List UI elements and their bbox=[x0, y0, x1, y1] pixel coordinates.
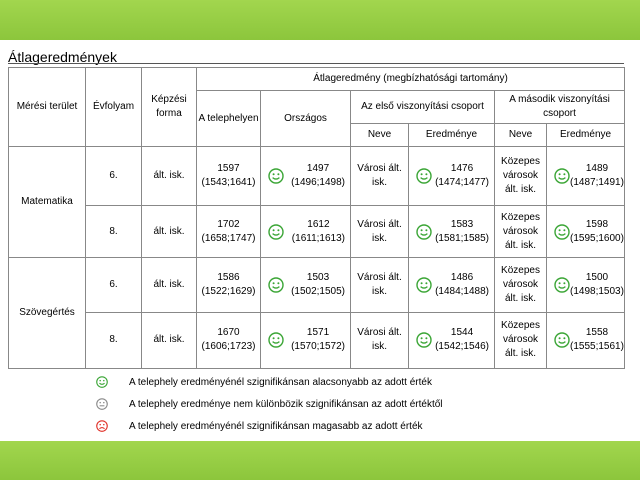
bottom-green-band bbox=[0, 441, 640, 480]
national-value: 1503 bbox=[306, 271, 330, 283]
group2-result-cell bbox=[547, 147, 625, 206]
header-a-telephelyen: A telephelyen bbox=[197, 90, 261, 146]
form-cell: ált. isk. bbox=[142, 258, 197, 312]
legend-text: A telephely eredményénél szignifikánsan magasabb az adott érték bbox=[129, 420, 423, 432]
table-row bbox=[9, 205, 625, 257]
group2-result-cell bbox=[547, 312, 625, 368]
form-cell: ált. isk. bbox=[142, 147, 197, 206]
group2-name-cell: Közepes városok ált. isk. bbox=[495, 258, 547, 312]
site-result-cell bbox=[197, 205, 261, 257]
group1-name-cell: Városi ált. isk. bbox=[351, 258, 409, 312]
header-atlageredmeny: Átlageredmény (megbízhatósági tartomány) bbox=[197, 68, 625, 91]
national-result-cell bbox=[261, 312, 351, 368]
group1-name-cell: Városi ált. isk. bbox=[351, 147, 409, 206]
group2-name-cell: Közepes városok ált. isk. bbox=[495, 147, 547, 206]
title-underline bbox=[8, 63, 624, 64]
site-ci: (1606;1723) bbox=[201, 341, 256, 353]
header-elso-neve: Neve bbox=[351, 124, 409, 147]
header-masodik-viszonyitasi: A második viszonyítási csoport bbox=[495, 90, 625, 123]
group2-result-cell bbox=[547, 205, 625, 257]
group2-ci: (1498;1503) bbox=[570, 285, 624, 297]
top-green-band bbox=[0, 0, 640, 40]
group1-result-cell bbox=[409, 147, 495, 206]
smiley-lower-icon bbox=[268, 277, 284, 293]
group1-ci: (1474;1477) bbox=[435, 177, 489, 189]
site-result-cell bbox=[197, 258, 261, 312]
site-value: 1702 bbox=[217, 218, 240, 230]
legend-item-equal bbox=[96, 398, 443, 410]
legend-item-lower bbox=[96, 376, 432, 388]
site-ci: (1658;1747) bbox=[201, 232, 256, 244]
smiley-lower-icon bbox=[268, 168, 284, 184]
site-value: 1586 bbox=[217, 271, 240, 283]
national-value: 1497 bbox=[306, 163, 330, 175]
national-result-cell bbox=[261, 147, 351, 206]
header-evfolyam: Évfolyam bbox=[86, 68, 142, 147]
legend-text: A telephely eredménye nem különbözik szignifikánsan az adott értéktől bbox=[129, 398, 443, 410]
group1-value: 1583 bbox=[450, 218, 474, 230]
group2-ci: (1487;1491) bbox=[570, 177, 624, 189]
grade-cell: 8. bbox=[86, 312, 142, 368]
group1-ci: (1484;1488) bbox=[435, 285, 489, 297]
table-row bbox=[9, 312, 625, 368]
page-title: Átlageredmények bbox=[8, 49, 117, 65]
smiley-lower-icon bbox=[554, 168, 570, 184]
group1-result-cell bbox=[409, 258, 495, 312]
group1-ci: (1581;1585) bbox=[435, 232, 489, 244]
table-row bbox=[9, 147, 625, 206]
group1-result-cell bbox=[409, 312, 495, 368]
smiley-lower-icon bbox=[554, 332, 570, 348]
smiley-lower-icon bbox=[416, 332, 432, 348]
group2-result-cell bbox=[547, 258, 625, 312]
grade-cell: 6. bbox=[86, 147, 142, 206]
smiley-lower-icon bbox=[554, 277, 570, 293]
smiley-lower-icon bbox=[416, 224, 432, 240]
site-ci: (1543;1641) bbox=[201, 177, 256, 189]
national-value: 1571 bbox=[306, 327, 330, 339]
group1-result-cell bbox=[409, 205, 495, 257]
national-ci: (1611;1613) bbox=[291, 232, 345, 244]
form-cell: ált. isk. bbox=[142, 312, 197, 368]
header-elso-viszonyitasi: Az első viszonyítási csoport bbox=[351, 90, 495, 123]
grade-cell: 8. bbox=[86, 205, 142, 257]
header-elso-eredmenye: Eredménye bbox=[409, 124, 495, 147]
smiley-higher-icon bbox=[96, 420, 108, 432]
legend-text: A telephely eredményénél szignifikánsan alacsonyabb az adott érték bbox=[129, 376, 432, 388]
group2-name-cell: Közepes városok ált. isk. bbox=[495, 312, 547, 368]
group2-ci: (1595;1600) bbox=[570, 232, 624, 244]
group1-value: 1486 bbox=[450, 271, 474, 283]
national-ci: (1502;1505) bbox=[291, 285, 345, 297]
group2-value: 1598 bbox=[585, 218, 609, 230]
header-masodik-eredmenye: Eredménye bbox=[547, 124, 625, 147]
smiley-lower-icon bbox=[268, 332, 284, 348]
smiley-lower-icon bbox=[554, 224, 570, 240]
group2-ci: (1555;1561) bbox=[570, 341, 624, 353]
group1-ci: (1542;1546) bbox=[435, 341, 489, 353]
group2-value: 1489 bbox=[585, 163, 609, 175]
grade-cell: 6. bbox=[86, 258, 142, 312]
group1-name-cell: Városi ált. isk. bbox=[351, 312, 409, 368]
national-result-cell bbox=[261, 205, 351, 257]
national-value: 1612 bbox=[307, 218, 330, 230]
smiley-equal-icon bbox=[96, 398, 108, 410]
smiley-lower-icon bbox=[416, 168, 432, 184]
smiley-lower-icon bbox=[96, 376, 108, 388]
site-result-cell bbox=[197, 147, 261, 206]
group1-value: 1544 bbox=[450, 327, 474, 339]
group2-value: 1558 bbox=[585, 327, 609, 339]
national-ci: (1496;1498) bbox=[291, 177, 345, 189]
legend-item-higher bbox=[96, 420, 423, 432]
site-ci: (1522;1629) bbox=[201, 285, 256, 297]
site-result-cell bbox=[197, 312, 261, 368]
smiley-lower-icon bbox=[268, 224, 284, 240]
form-cell: ált. isk. bbox=[142, 205, 197, 257]
group1-value: 1476 bbox=[450, 163, 474, 175]
area-szovegertes: Szövegértés bbox=[9, 258, 86, 369]
smiley-lower-icon bbox=[416, 277, 432, 293]
group1-name-cell: Városi ált. isk. bbox=[351, 205, 409, 257]
site-value: 1670 bbox=[217, 327, 240, 339]
table-row bbox=[9, 258, 625, 312]
group2-value: 1500 bbox=[585, 271, 609, 283]
header-masodik-neve: Neve bbox=[495, 124, 547, 147]
group2-name-cell: Közepes városok ált. isk. bbox=[495, 205, 547, 257]
header-meresi-terulet: Mérési terület bbox=[9, 68, 86, 147]
national-ci: (1570;1572) bbox=[291, 341, 345, 353]
area-matematika: Matematika bbox=[9, 147, 86, 258]
results-table bbox=[8, 67, 625, 369]
site-value: 1597 bbox=[217, 163, 240, 175]
header-kepzesi-forma: Képzési forma bbox=[142, 68, 197, 147]
header-orszagos: Országos bbox=[261, 90, 351, 146]
national-result-cell bbox=[261, 258, 351, 312]
